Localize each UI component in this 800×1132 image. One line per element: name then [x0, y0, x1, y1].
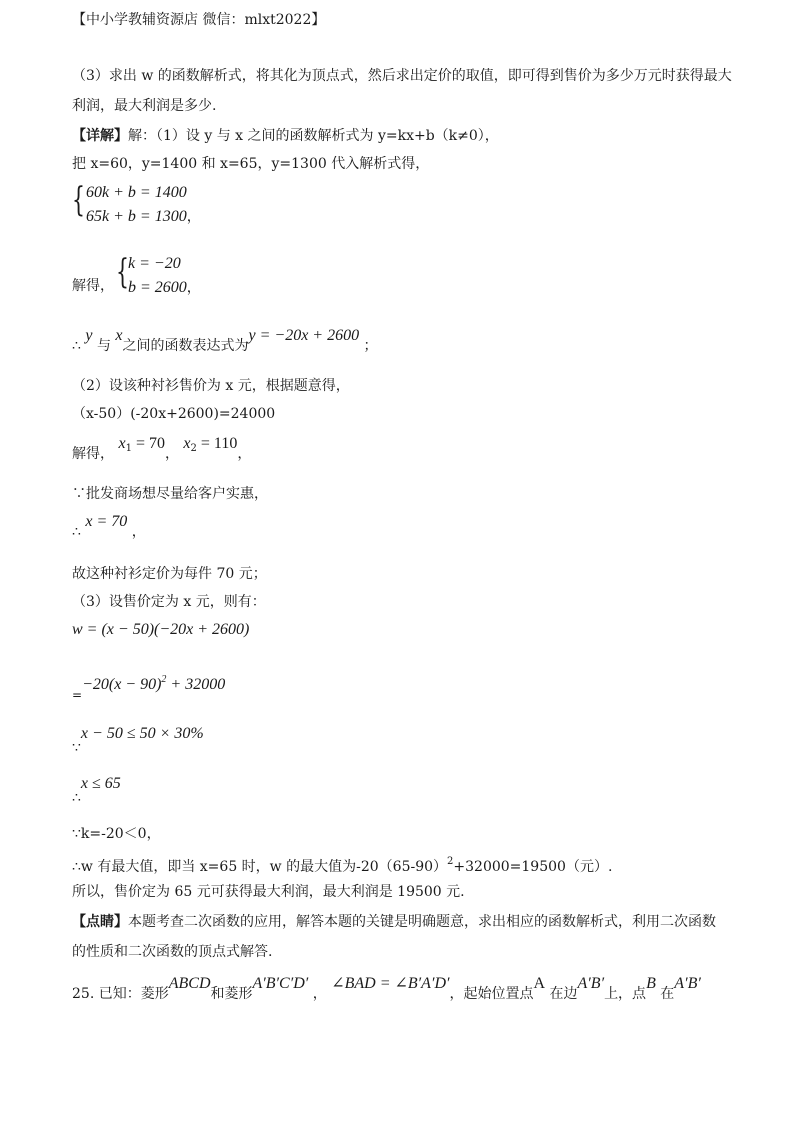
- comment-line-2: 的性质和二次函数的顶点式解答.: [72, 944, 273, 960]
- comma-1: ，: [164, 446, 179, 462]
- q25-up: 上，点: [604, 986, 647, 1002]
- inequality-2: x ≤ 65: [80, 775, 121, 792]
- inequality-1: x − 50 ≤ 50 × 30%: [80, 725, 204, 742]
- detail-p1: 解：（1）设 y 与 x 之间的函数解析式为 y=kx+b（k≠0），: [128, 128, 499, 144]
- x2-value: = 110: [196, 435, 238, 452]
- solve-label-1: 解得，: [72, 278, 114, 294]
- k-negative-line: ∵k=-20＜0，: [72, 826, 161, 842]
- part2-intro: （2）设该种衬衫售价为 x 元，根据题意得，: [72, 378, 350, 394]
- q25-at: 在: [660, 986, 675, 1002]
- inequality-2-line: [72, 775, 121, 808]
- part2-equation: （x-50）(-20x+2600)=24000: [72, 406, 276, 422]
- point-b: B: [646, 975, 656, 992]
- w-expression: w = (x − 50)(−20x + 2600): [72, 621, 250, 638]
- word-between: 之间的函数表达式为: [122, 338, 249, 354]
- max-exp: 2: [447, 856, 454, 867]
- comment-text-1: 本题考查二次函数的应用，解答本题的关键是明确题意，求出相应的函数解析式，利用二次函数: [128, 914, 716, 930]
- max-a: ∴w 有最大值，即当 x=65 时，w 的最大值为-20（65-90）: [72, 859, 448, 875]
- point-a: A: [533, 975, 546, 992]
- system1-eq2-text: 65k + b = 1300: [86, 208, 187, 225]
- q25-and: 和菱形: [210, 986, 253, 1002]
- angle-equality: ∠BAD = ∠B′A′D′: [331, 975, 450, 992]
- vertex-expression: [82, 676, 225, 693]
- therefore-symbol-2: ∴: [72, 524, 81, 540]
- inequality-1-line: [72, 725, 204, 758]
- solve-label-2: 解得，: [72, 446, 114, 462]
- comment-tag: 【点睛】: [72, 914, 128, 930]
- side-1: A′B′: [577, 975, 605, 992]
- part2-conclusion: 故这种衬衫定价为每件 70 元；: [72, 566, 267, 582]
- because-line: ∵批发商场想尽量给客户实惠，: [72, 486, 268, 502]
- var-y: y: [85, 327, 93, 344]
- eq-sign: =: [72, 688, 83, 702]
- system2-tail: ，: [186, 281, 201, 296]
- system2-eq2: [128, 278, 201, 299]
- system1-brace: {: [72, 180, 85, 220]
- final-answer: 所以，售价定为 65 元可获得最大利润，最大利润是 19500 元.: [72, 884, 465, 900]
- part3-intro: （3）设售价定为 x 元，则有：: [72, 594, 266, 610]
- semicolon: ；: [363, 338, 378, 354]
- analysis-line-1: （3）求出 w 的函数解析式，将其化为顶点式，然后求出定价的取值，即可得到售价为多少万元时获得最大: [72, 68, 732, 84]
- x-equals-70: x = 70: [85, 513, 128, 530]
- system1-tail: ，: [186, 210, 201, 225]
- detail-substitution: 把 x=60，y=1400 和 x=65，y=1300 代入解析式得，: [72, 156, 430, 172]
- x1-label: x: [118, 435, 126, 452]
- comma-2: ，: [237, 446, 252, 462]
- system2-brace: {: [116, 252, 129, 292]
- question-25: [72, 975, 701, 1004]
- vertex-form-line: [72, 674, 226, 705]
- x1-solution: [118, 436, 165, 452]
- comment-line-1: [72, 912, 716, 932]
- system2-eq2-text: b = 2600: [128, 279, 187, 296]
- system1-eq1: 60k + b = 1400: [86, 184, 187, 201]
- rhombus-1: ABCD: [168, 975, 211, 992]
- system1-eq2: [86, 207, 201, 228]
- expr-y: y = −20x + 2600: [248, 327, 360, 344]
- x2-sub: 2: [190, 443, 197, 454]
- x2-label: x: [183, 435, 191, 452]
- max-value-line: [72, 852, 612, 877]
- detail-tag: 【详解】: [72, 128, 128, 144]
- word-with: 与: [96, 338, 111, 354]
- side-2: A′B′: [674, 975, 701, 992]
- vertex-exp: 2: [161, 674, 167, 685]
- q25-on-side: 在边: [549, 986, 578, 1002]
- q25-number: 25. 已知：菱形: [72, 986, 169, 1002]
- q25-comma: ，: [312, 986, 327, 1002]
- detail-part1-line: [72, 126, 499, 146]
- max-b: +32000=19500（元）.: [453, 859, 613, 875]
- rhombus-2: A′B′C′D′: [252, 975, 309, 992]
- x2-solution: [183, 436, 237, 452]
- therefore-x70-line: [72, 513, 146, 542]
- analysis-line-2: 利润，最大利润是多少.: [72, 98, 217, 114]
- system2-eq1: k = −20: [128, 255, 181, 272]
- because-symbol: ∵: [72, 740, 81, 756]
- q25-start: ，起始位置点: [449, 986, 534, 1002]
- comma-3: ，: [131, 524, 146, 540]
- x1-sub: 1: [125, 443, 132, 454]
- therefore-symbol: ∴: [72, 338, 81, 354]
- x1-value: = 70: [131, 435, 165, 452]
- therefore-symbol-3: ∴: [72, 790, 81, 806]
- page-header: 【中小学教辅资源店 微信：mlxt2022】: [72, 12, 326, 28]
- part2-solution: [72, 435, 252, 469]
- var-x: x: [115, 327, 123, 344]
- vertex-a: −20(x − 90): [82, 676, 162, 693]
- function-expression-line: [72, 327, 378, 356]
- vertex-b: + 32000: [166, 676, 226, 693]
